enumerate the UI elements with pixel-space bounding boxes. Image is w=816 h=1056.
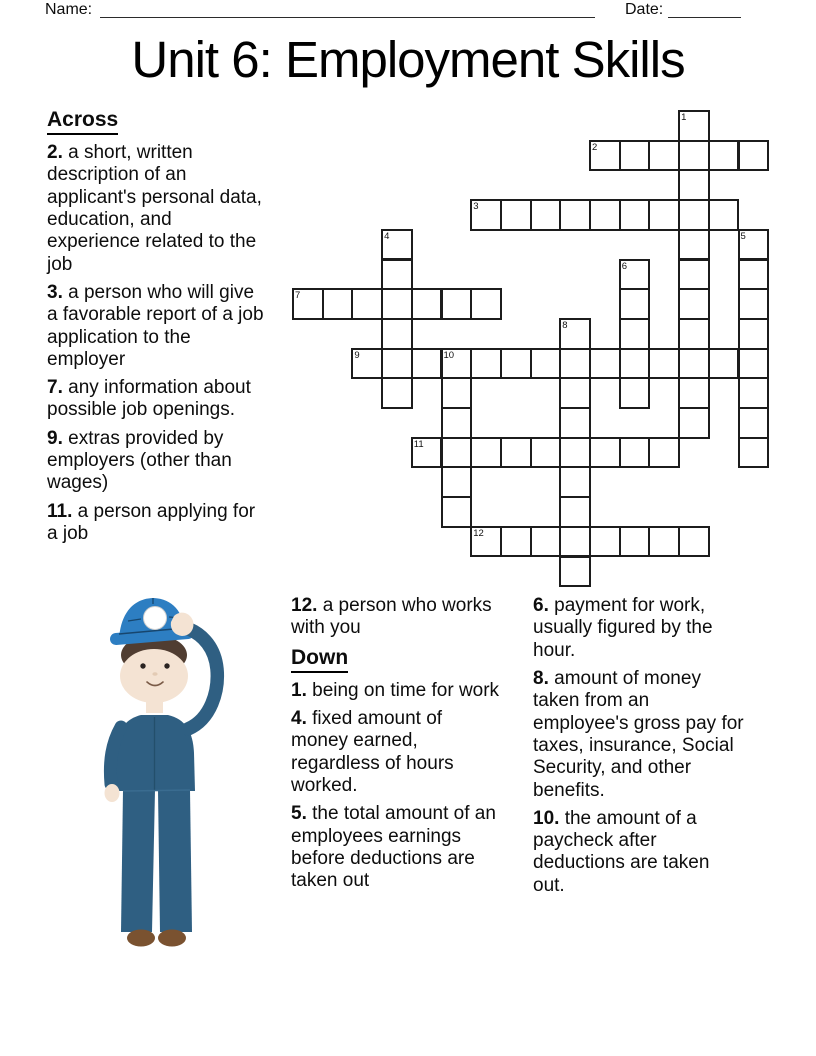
down-heading <box>291 646 503 673</box>
bottom-right-column <box>533 595 745 903</box>
clue-text: any information about possible job openings. <box>47 377 251 421</box>
bottom-middle-column <box>291 595 503 898</box>
grid-cell[interactable] <box>708 199 740 231</box>
cell-number: 10 <box>443 349 455 361</box>
down-heading-text: Down <box>291 646 348 673</box>
grid-cell[interactable] <box>619 288 651 320</box>
grid-cell[interactable] <box>589 526 621 558</box>
grid-cell[interactable] <box>678 259 710 291</box>
clue-12 <box>291 595 503 640</box>
cell-number: 5 <box>740 230 746 242</box>
clue-number: 2. <box>47 142 63 163</box>
grid-cell[interactable] <box>738 140 770 172</box>
grid-cell[interactable] <box>738 288 770 320</box>
page-title: Unit 6: Employment Skills <box>131 31 685 88</box>
grid-cell[interactable] <box>381 259 413 291</box>
grid-cell[interactable] <box>441 377 473 409</box>
clue-number: 9. <box>47 427 63 449</box>
clue-number: 6. <box>533 595 549 616</box>
across-section <box>47 108 265 551</box>
grid-cell[interactable] <box>530 199 562 231</box>
clue-2 <box>47 142 265 276</box>
grid-cell[interactable] <box>500 199 532 231</box>
grid-cell[interactable] <box>559 437 591 469</box>
grid-cell[interactable] <box>589 437 621 469</box>
clue-8 <box>533 668 745 802</box>
grid-cell[interactable] <box>619 526 651 558</box>
grid-cell[interactable] <box>708 140 740 172</box>
clue-number: 3. <box>47 281 63 303</box>
cell-number: 9 <box>354 349 360 361</box>
clue-text: the total amount of an employees earnings before deductions are taken out <box>291 803 496 892</box>
name-blank-line[interactable] <box>100 0 595 18</box>
grid-cell[interactable] <box>648 199 680 231</box>
grid-cell[interactable] <box>678 348 710 380</box>
cell-number: 8 <box>562 319 568 331</box>
grid-cell[interactable] <box>559 199 591 231</box>
grid-cell[interactable] <box>738 318 770 350</box>
grid-cell[interactable] <box>619 199 651 231</box>
grid-cell[interactable] <box>500 526 532 558</box>
clue-text: a person who will give a favorable report of a job application to the employer <box>47 281 264 370</box>
grid-cell[interactable] <box>559 348 591 380</box>
grid-cell[interactable] <box>559 556 591 588</box>
grid-cell[interactable] <box>678 377 710 409</box>
clue-text: a person who works with you <box>291 595 492 639</box>
cell-number: 1 <box>681 112 687 123</box>
grid-cell[interactable] <box>559 526 591 558</box>
across-heading-text: Across <box>47 108 118 135</box>
grid-cell[interactable] <box>441 407 473 439</box>
grid-cell[interactable] <box>500 437 532 469</box>
down-clue-list-right <box>533 595 745 897</box>
grid-cell[interactable] <box>441 466 473 498</box>
grid-cell[interactable] <box>738 437 770 469</box>
clue-text: a short, written description of an applicant's personal data, education, and experience related to the job <box>47 142 262 275</box>
cell-number: 7 <box>295 290 301 302</box>
grid-cell[interactable] <box>648 437 680 469</box>
grid-cell[interactable] <box>678 140 710 172</box>
clue-5 <box>291 803 503 892</box>
crossword-grid <box>292 110 770 588</box>
grid-cell[interactable] <box>530 526 562 558</box>
grid-cell[interactable] <box>738 259 770 291</box>
cell-number: 2 <box>592 141 598 153</box>
grid-cell[interactable] <box>619 348 651 380</box>
raised-arm <box>188 629 217 729</box>
clue-text: payment for work, usually figured by the hour. <box>533 595 713 661</box>
grid-cell[interactable] <box>678 288 710 320</box>
grid-cell[interactable] <box>500 348 532 380</box>
clue-text: fixed amount of money earned, regardless of hours worked. <box>291 707 454 796</box>
face <box>120 649 188 703</box>
nose <box>152 672 157 676</box>
grid-cell[interactable] <box>381 348 413 380</box>
grid-cell[interactable] <box>738 348 770 380</box>
clue-number: 7. <box>47 377 63 399</box>
across-clue-list-continued <box>291 595 503 640</box>
clue-number: 10. <box>533 807 560 829</box>
grid-cell[interactable] <box>589 199 621 231</box>
clue-text: a person applying for a job <box>47 500 256 544</box>
grid-cell[interactable] <box>738 407 770 439</box>
grid-cell[interactable] <box>619 318 651 350</box>
grid-cell[interactable] <box>678 526 710 558</box>
grid-cell[interactable] <box>678 318 710 350</box>
grid-cell[interactable] <box>351 288 383 320</box>
clue-6 <box>533 595 745 662</box>
grid-cell[interactable] <box>470 437 502 469</box>
grid-cell[interactable] <box>619 377 651 409</box>
grid-cell[interactable] <box>648 348 680 380</box>
grid-cell[interactable] <box>678 199 710 231</box>
clue-number: 5. <box>291 803 307 825</box>
across-heading <box>47 108 265 135</box>
grid-cell[interactable] <box>322 288 354 320</box>
grid-cell[interactable] <box>441 496 473 528</box>
clue-11 <box>47 501 265 546</box>
clue-number: 4. <box>291 707 307 729</box>
left-hand <box>105 784 120 802</box>
grid-cell[interactable] <box>589 348 621 380</box>
grid-cell[interactable] <box>559 377 591 409</box>
left-leg <box>121 790 155 932</box>
grid-cell[interactable] <box>648 526 680 558</box>
grid-cell[interactable] <box>381 318 413 350</box>
clue-4 <box>291 708 503 797</box>
waist-seam <box>123 790 190 791</box>
clue-9 <box>47 428 265 495</box>
neck <box>146 695 163 713</box>
name-label: Name: <box>45 1 93 18</box>
grid-cell[interactable] <box>381 377 413 409</box>
headlamp <box>144 607 167 630</box>
grid-cell[interactable] <box>411 288 443 320</box>
grid-cell[interactable] <box>648 140 680 172</box>
grid-cell[interactable] <box>559 466 591 498</box>
clue-1 <box>291 680 503 702</box>
right-shoe <box>158 930 186 947</box>
cell-number: 11 <box>413 438 424 450</box>
grid-cell[interactable] <box>619 437 651 469</box>
grid-cell[interactable] <box>470 288 502 320</box>
cell-number: 4 <box>384 230 390 242</box>
grid-cell[interactable] <box>678 169 710 201</box>
grid-cell[interactable] <box>470 348 502 380</box>
right-eye <box>164 663 169 668</box>
clue-3 <box>47 282 265 371</box>
grid-cell[interactable] <box>559 407 591 439</box>
down-clue-list-left <box>291 680 503 893</box>
left-eye <box>140 663 145 668</box>
hand-on-hat <box>171 613 194 636</box>
cell-number: 12 <box>473 527 484 539</box>
clue-number: 11. <box>47 500 73 522</box>
grid-cell[interactable] <box>411 348 443 380</box>
grid-cell[interactable] <box>441 288 473 320</box>
clue-text: being on time for work <box>306 679 500 701</box>
worker-illustration <box>95 591 235 953</box>
clue-number: 12. <box>291 595 318 616</box>
clue-text: extras provided by employers (other than wages) <box>47 427 232 494</box>
left-shoe <box>127 930 155 947</box>
date-blank-line[interactable] <box>668 0 741 18</box>
clue-number: 1. <box>291 679 307 701</box>
grid-cell[interactable] <box>708 348 740 380</box>
date-label: Date: <box>625 1 664 18</box>
grid-cell[interactable] <box>738 377 770 409</box>
grid-cell[interactable] <box>381 288 413 320</box>
grid-cell[interactable] <box>530 437 562 469</box>
clue-7 <box>47 377 265 422</box>
cell-number: 3 <box>473 201 479 213</box>
clue-text: amount of money taken from an employee's gross pay for taxes, insurance, Social Security, and other benefits. <box>533 667 744 801</box>
grid-cell[interactable] <box>441 437 473 469</box>
clue-10 <box>533 808 745 897</box>
cell-number: 6 <box>621 260 627 272</box>
grid-cell[interactable] <box>678 229 710 261</box>
grid-cell[interactable] <box>619 140 651 172</box>
clue-text: the amount of a paycheck after deductions are taken out. <box>533 807 710 896</box>
grid-cell[interactable] <box>530 348 562 380</box>
right-leg <box>158 790 192 932</box>
grid-cell[interactable] <box>559 496 591 528</box>
grid-cell[interactable] <box>678 407 710 439</box>
clue-number: 8. <box>533 667 549 689</box>
across-clue-list <box>47 142 265 545</box>
